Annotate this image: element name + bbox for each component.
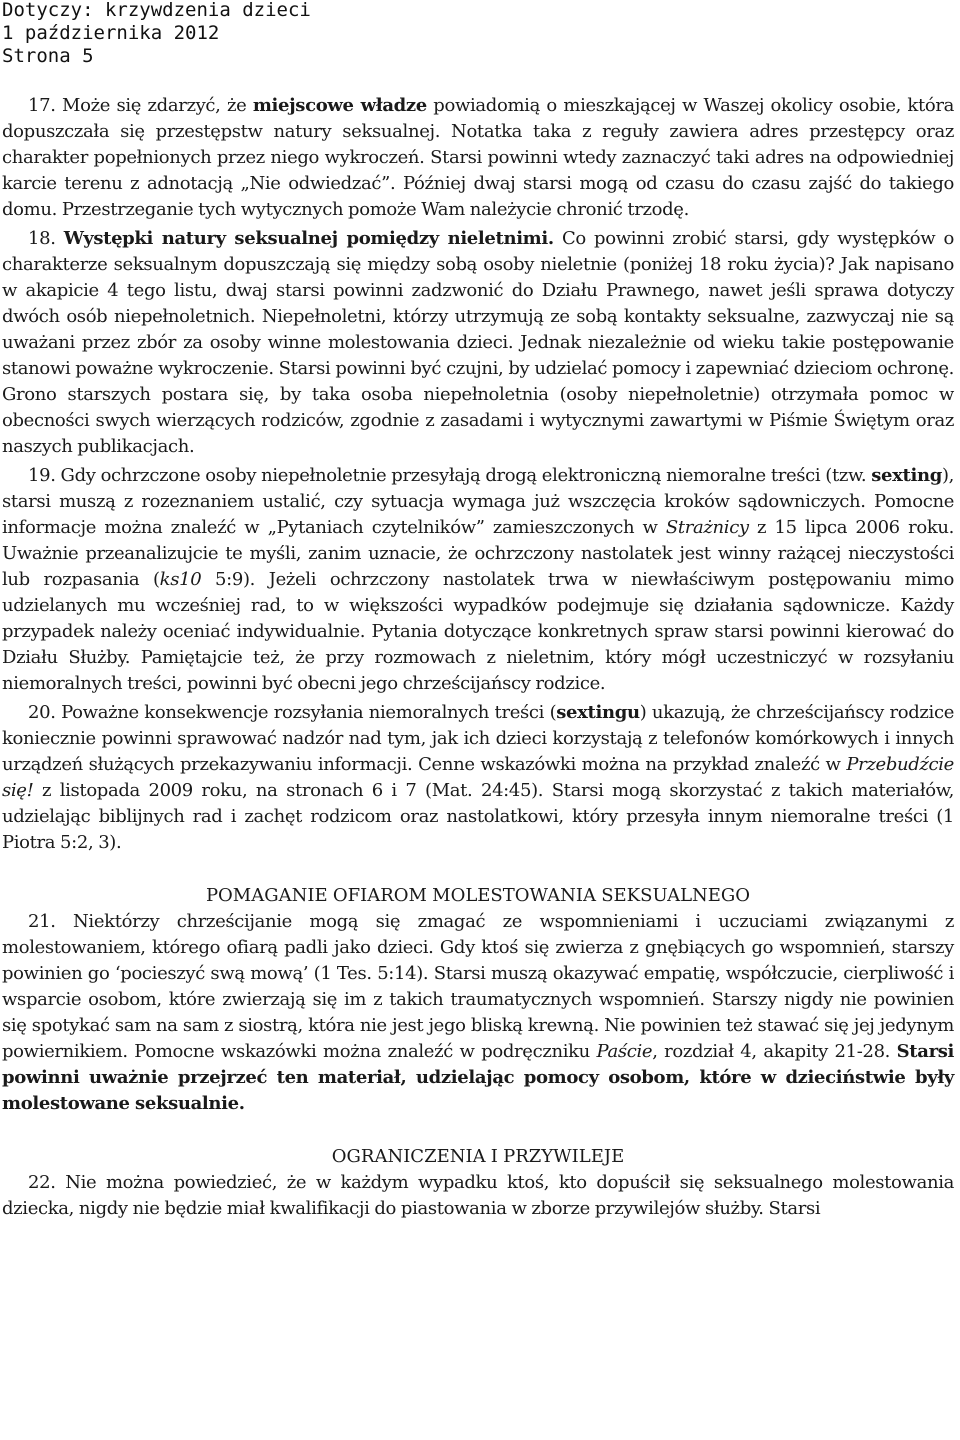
section-heading-victims: POMAGANIE OFIAROM MOLESTOWANIA SEKSUALNEGO	[205, 885, 751, 906]
paragraph-19: 19. Gdy ochrzczone osoby niepełnoletnie przesyłają drogą elektroniczną niemoralne treści (tzw. sexting), starsi muszą z rozeznaniem ustalić, czy sytuacja wymaga już wszczęcia kroków sądowniczych. Pomocne informacje można znaleźć w „Pytaniach czytelników” zamieszczonych w Strażnicy z 15 lipca 2006 roku. Uważnie przeanalizujcie te myśli, zanim uznacie, że ochrzczony nastolatek jest winny rażącej nieczystości lub rozpasania (ks10 5:9). Jeżeli ochrzczony nastolatek trwa w niewłaściwym postępowaniu mimo udzielanych mu wcześniej rad, to w większości wypadków podejmuje się działania sądownicze. Każdy przypadek należy oceniać indywidualnie. Pytania dotyczące konkretnych spraw starsi powinni kierować do Działu Służby. Pamiętajcie też, że przy rozmowach z nieletnim, który mógł uczestniczyć w rozsyłaniu niemoralnych treści, powinni być obecni jego chrześcijańscy rodzice.	[2, 465, 954, 694]
paragraph-17: 17. Może się zdarzyć, że miejscowe władze powiadomią o mieszkającej w Waszej okolicy osobie, która dopuszczała się przestępstw natury seksualnej. Notatka taka z reguły zawiera adres przestępcy oraz charakter popełnionych przez niego wykroczeń. Starsi powinni wtedy zaznaczyć taki adres na odpowiedniej karcie terenu z adnotacją „Nie odwiedzać”. Później dwaj starsi mogą od czasu do czasu zajść do takiego domu. Przestrzeganie tych wytycznych pomoże Wam należycie chronić trzodę.	[2, 95, 954, 220]
paragraph-20: 20. Poważne konsekwencje rozsyłania niemoralnych treści (sextingu) ukazują, że chrześcijańscy rodzice koniecznie powinni sprawować nadzór nad tym, jak ich dzieci korzystają z telefonów komórkowych i innych urządzeń służących przekazywaniu informacji. Cenne wskazówki można na przykład znaleźć w Przebudźcie się! z listopada 2009 roku, na stronach 6 i 7 (Mat. 24:45). Starsi mogą skorzystać z takich materiałów, udzielając biblijnych rad i zachęt rodzicom oraz nastolatkowi, który przesyła innym niemoralne treści (1 Piotra 5:2, 3).	[2, 702, 954, 853]
header-subject: Dotyczy: krzywdzenia dzieci	[2, 0, 311, 21]
header-page-number: Strona 5	[2, 45, 94, 67]
section-heading-restrictions: OGRANICZENIA I PRZYWILEJE	[331, 1146, 625, 1167]
document-body	[2, 93, 954, 1225]
page-header	[2, 0, 954, 68]
paragraph-21: 21. Niektórzy chrześcijanie mogą się zmagać ze wspomnieniami i uczuciami związanymi z molestowaniem, którego ofiarą padli jako dzieci. Gdy ktoś się zwierza z gnębiących go wspomnień, starszy powinien go ‘pocieszyć swą mową’ (1 Tes. 5:14). Starsi muszą okazywać empatię, współczucie, cierpliwość i wsparcie osobom, które zwierzają się im z takich traumatycznych wspomnień. Starszy nigdy nie powinien się spotykać sam na sam z siostrą, która nie jest jego bliską krewną. Nie powinien też stawać się jej jedynym powiernikiem. Pomocne wskazówki można znaleźć w podręczniku Paście, rozdział 4, akapity 21-28. Starsi powinni uważnie przejrzeć ten materiał, udzielając pomocy osobom, które w dzieciństwie były molestowane seksualnie.	[2, 911, 954, 1114]
paragraph-22: 22. Nie można powiedzieć, że w każdym wypadku ktoś, kto dopuścił się seksualnego molestowania dziecka, nigdy nie będzie miał kwalifikacji do piastowania w zborze przywilejów służby. Starsi	[2, 1172, 954, 1219]
header-date: 1 października 2012	[2, 22, 220, 44]
paragraph-18: 18. Występki natury seksualnej pomiędzy nieletnimi. Co powinni zrobić starsi, gdy występków o charakterze seksualnym dopuszczają się między sobą osoby nieletnie (poniżej 18 roku życia)? Jak napisano w akapicie 4 tego listu, dwaj starsi powinni zadzwonić do Działu Prawnego, nawet jeśli sprawa dotyczy dwóch osób niepełnoletnich. Niepełnoletni, którzy utrzymują ze sobą kontakty seksualne, zazwyczaj nie są uważani przez zbór za osoby winne molestowania dzieci. Jednak niezależnie od wieku takie postępowanie stanowi poważne wykroczenie. Starsi powinni być czujni, by udzielać pomocy i zapewniać dzieciom ochronę. Grono starszych postara się, by taka osoba niepełnoletnia (osoby niepełnoletnie) otrzymała pomoc w obecności swych wierzących rodziców, zgodnie z zasadami i wytycznymi zawartymi w Piśmie Świętym oraz naszych publikacjach.	[2, 228, 954, 457]
